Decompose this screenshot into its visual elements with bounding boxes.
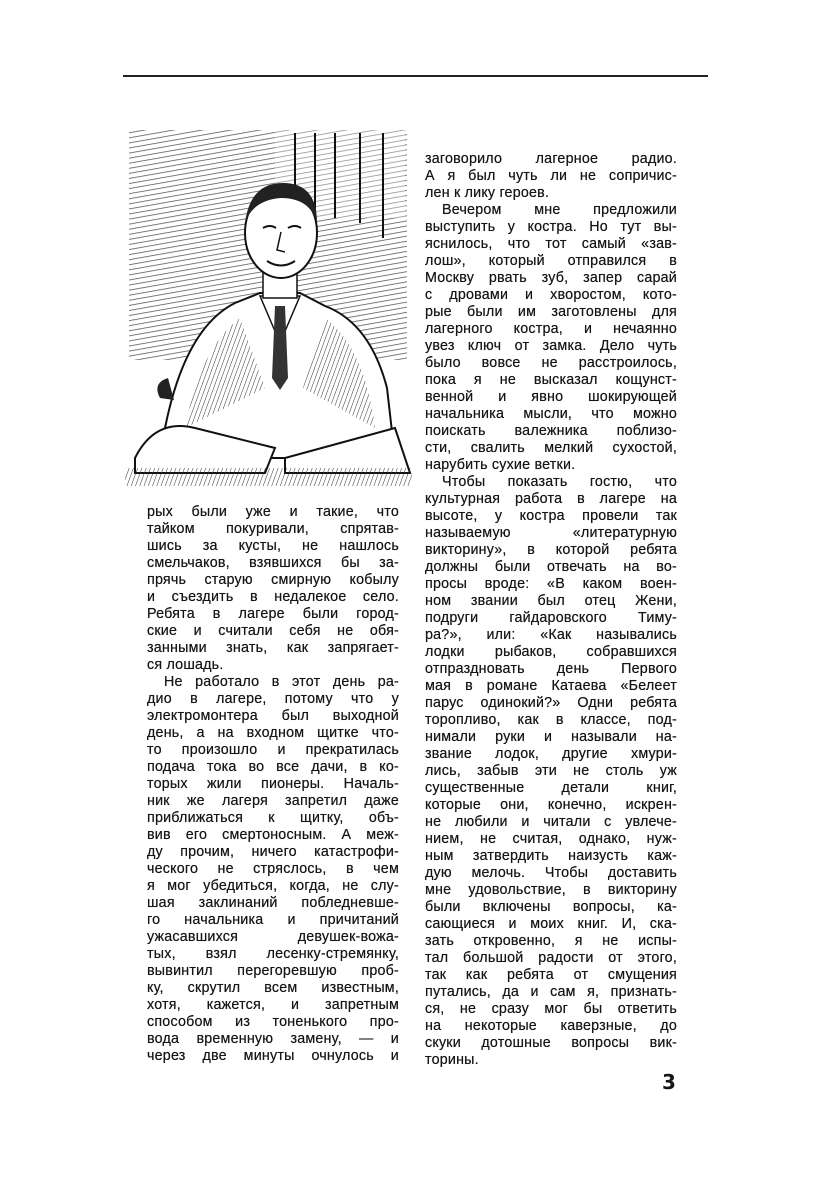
text-line: отпраздновать день Первого (425, 661, 677, 677)
text-line: ческого не стряслось, в чем (147, 861, 399, 877)
text-line: рых были уже и такие, что (147, 504, 399, 520)
text-line: культурная работа в лагере на (425, 491, 677, 507)
text-line: приближаться к щитку, объ- (147, 810, 399, 826)
paragraph (425, 202, 677, 474)
page-number: 3 (662, 1070, 676, 1094)
text-line: мне удовольствие, в викторину (425, 882, 677, 898)
text-line: торопливо, как в классе, под- (425, 712, 677, 728)
text-line: просы вроде: «В каком воен- (425, 576, 677, 592)
text-line: ся лошадь. (147, 657, 224, 673)
text-line: лен к лику героев. (425, 185, 550, 201)
text-line: вывинтил перегоревшую проб- (147, 963, 399, 979)
text-line: сти, свалить мелкий сухостой, (425, 440, 677, 456)
text-line: зать откровенно, я не испы- (425, 933, 677, 949)
text-line: увез ключ от замка. Дело чуть (425, 338, 677, 354)
text-line: ся, не сразу мог бы ответить (425, 1001, 677, 1017)
text-line: на некоторые каверзные, до (425, 1018, 677, 1034)
text-line: ские и считали себя не обя- (147, 623, 399, 639)
text-line: яснилось, что тот самый «зав- (425, 236, 677, 252)
text-line: начальника мысли, что можно (425, 406, 677, 422)
text-line: я мог убедиться, когда, не слу- (147, 878, 399, 894)
text-column-left (147, 504, 399, 1065)
text-line: А я был чуть ли не сопричис- (425, 168, 677, 184)
text-line: лош», который отправился в (425, 253, 677, 269)
text-line: через две минуты очнулось и (147, 1048, 399, 1064)
text-line: ра?», или: «Как назывались (425, 627, 677, 643)
paragraph (425, 474, 677, 1069)
text-line: путались, да и сам я, признать- (425, 984, 677, 1000)
text-line: прячь старую смирную кобылу (147, 572, 399, 588)
text-line: нарубить сухие ветки. (425, 457, 576, 473)
text-line: то произошло и прекратилась (147, 742, 399, 758)
text-line: Ребята в лагере были город- (147, 606, 399, 622)
text-line: хотя, кажется, и запретным (147, 997, 399, 1013)
text-line: так как ребята от смущения (425, 967, 677, 983)
text-line: было вовсе не расстроилось, (425, 355, 677, 371)
text-line: с дровами и хворостом, кото- (425, 287, 677, 303)
text-line: занными знать, как запрягает- (147, 640, 399, 656)
text-line: смельчаков, взявшихся бы за- (147, 555, 399, 571)
text-line: вив его смертоносным. А меж- (147, 827, 399, 843)
text-line: сающиеся и моих книг. И, ска- (425, 916, 677, 932)
man-in-suit-drawing (125, 128, 412, 486)
header-rule (123, 75, 708, 77)
text-line: нием, не считая, однако, нуж- (425, 831, 677, 847)
text-line: шая заклинаний побледневше- (147, 895, 399, 911)
text-line: день, а на входном щитке что- (147, 725, 399, 741)
text-line: электромонтера был выходной (147, 708, 399, 724)
paragraph (147, 504, 399, 674)
text-line: ку, скрутил всем известным, (147, 980, 399, 996)
text-line: шись за кусты, не нашлось (147, 538, 399, 554)
text-line: нимали руки и называли на- (425, 729, 677, 745)
text-line: были включены вопросы, ка- (425, 899, 677, 915)
text-line: пока я не высказал кощунст- (425, 372, 677, 388)
text-line: вода временную замену, — и (147, 1031, 399, 1047)
text-line: называемую «литературную (425, 525, 677, 541)
text-line: скуки дотошные вопросы вик- (425, 1035, 677, 1051)
text-line: выступить у костра. Но тут вы- (425, 219, 677, 235)
paragraph (425, 151, 677, 202)
text-line: ду прочим, ничего катастрофи- (147, 844, 399, 860)
text-line: венной и явно шокирующей (425, 389, 677, 405)
text-line: которые они, конечно, искрен- (425, 797, 677, 813)
text-line: звание лодок, другие хмури- (425, 746, 677, 762)
text-line: мая в романе Катаева «Белеет (425, 678, 677, 694)
text-line: должны были отвечать на во- (425, 559, 677, 575)
text-line: заговорило лагерное радио. (425, 151, 677, 167)
text-line: не любили и читали с увлече- (425, 814, 677, 830)
text-line: ном звании был отец Жени, (425, 593, 677, 609)
text-line: лись, забыв эти не столь уж (425, 763, 677, 779)
text-line: существенные детали книг, (425, 780, 677, 796)
portrait-illustration (125, 128, 412, 486)
text-line: тал большой радости от этого, (425, 950, 677, 966)
text-line: торых жили пионеры. Началь- (147, 776, 399, 792)
text-line: викторину», в которой ребята (425, 542, 677, 558)
text-column-right (425, 151, 677, 1069)
text-line: и съездить в недалекое село. (147, 589, 399, 605)
text-line: парус одинокий?» Одни ребята (425, 695, 677, 711)
text-line: торины. (425, 1052, 479, 1068)
text-line: подача тока во все дачи, в ко- (147, 759, 399, 775)
text-line: лодки рыбаков, собравшихся (425, 644, 677, 660)
text-line: Не работало в этот день ра- (164, 674, 399, 690)
paragraph (147, 674, 399, 1065)
text-line: высоте, у костра провели так (425, 508, 677, 524)
text-line: Москву рвать зуб, запер сарай (425, 270, 677, 286)
text-line: ужасавшихся девушек-вожа- (147, 929, 399, 945)
text-line: поискать валежника поблизо- (425, 423, 677, 439)
text-line: лагерного костра, и нечаянно (425, 321, 677, 337)
text-line: го начальника и причитаний (147, 912, 399, 928)
text-line: ник же лагеря запретил даже (147, 793, 399, 809)
text-line: дио в лагере, потому что у (147, 691, 399, 707)
text-line: ным затвердить наизусть каж- (425, 848, 677, 864)
text-line: рые были им заготовлены для (425, 304, 677, 320)
text-line: способом из тоненького про- (147, 1014, 399, 1030)
text-line: тых, взял лесенку-стремянку, (147, 946, 399, 962)
text-line: Чтобы показать гостю, что (442, 474, 677, 490)
text-line: тайком покуривали, спрятав- (147, 521, 399, 537)
text-line: подруги гайдаровского Тиму- (425, 610, 677, 626)
text-line: Вечером мне предложили (442, 202, 677, 218)
text-line: дую мелочь. Чтобы доставить (425, 865, 677, 881)
